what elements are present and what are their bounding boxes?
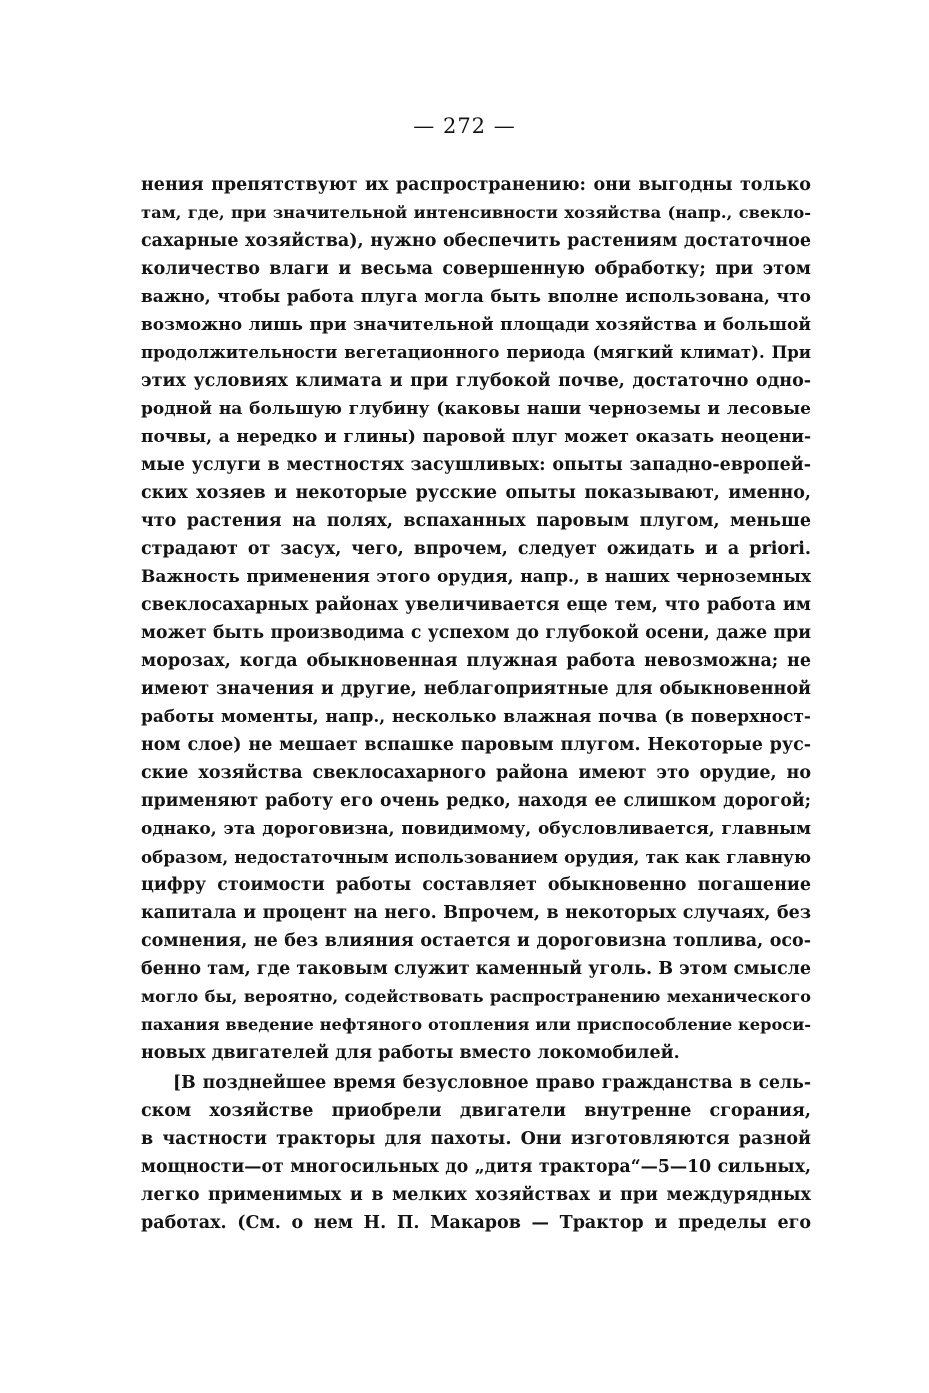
text-line: ских хозяев и некоторые русские опыты показывают, именно, [141, 483, 811, 503]
text-line: мощности—от многосильных до „дитя трактора“—5—10 сильных, [141, 1157, 811, 1177]
text-line: работах. (См. о нем Н. П. Макаров — Трактор и пределы его [141, 1213, 811, 1233]
text-line: ские хозяйства свеклосахарного района имеют это орудие, но [141, 763, 811, 783]
text-line: легко применимых и в мелких хозяйствах и при междурядных [141, 1185, 811, 1205]
text-line: страдают от засух, чего, впрочем, следует ожидать и a priori. [141, 539, 811, 559]
text-line: свеклосахарных районах увеличивается еще тем, что работа им [141, 595, 811, 615]
paragraph-1 [141, 171, 811, 1067]
text-line: образом, недостаточным использованием орудия, так как главную [141, 847, 811, 867]
text-line: нения препятствуют их распространению: они выгодны только [141, 175, 811, 195]
text-line: однако, эта дороговизна, повидимому, обусловливается, главным [141, 819, 811, 839]
text-line: что растения на полях, вспаханных паровым плугом, меньше [141, 511, 811, 531]
text-line: родной на большую глубину (каковы наши черноземы и лесовые [141, 399, 811, 419]
text-line: работы моменты, напр., несколько влажная почва (в поверхност- [141, 707, 811, 727]
text-line: пахания введение нефтяного отопления или приспособление кероси- [141, 1015, 811, 1034]
page-number: — 272 — [413, 114, 516, 138]
text-line: продолжительности вегетационного периода (мягкий климат). При [141, 343, 811, 362]
text-line: возможно лишь при значительной площади хозяйства и большой [141, 315, 811, 335]
text-line: сахарные хозяйства), нужно обеспечить растениям достаточное [141, 231, 811, 251]
text-line: этих условиях климата и при глубокой почве, достаточно одно- [141, 371, 811, 391]
text-line: [В позднейшее время безусловное право гражданства в сель- [173, 1073, 811, 1093]
text-line: ском хозяйстве приобрели двигатели внутренне сгорания, [141, 1101, 811, 1121]
text-line: количество влаги и весьма совершенную обработку; при этом [141, 259, 811, 279]
text-line: сомнения, не без влияния остается и дороговизна топлива, осо- [141, 931, 811, 951]
text-line: могло бы, вероятно, содействовать распространению механического [141, 987, 811, 1006]
text-line: капитала и процент на него. Впрочем, в некоторых случаях, без [141, 903, 811, 923]
text-line: применяют работу его очень редко, находя ее слишком дорогой; [141, 791, 811, 811]
paragraph-2 [141, 1069, 811, 1237]
text-line: важно, чтобы работа плуга могла быть вполне использована, что [141, 287, 811, 307]
text-line: цифру стоимости работы составляет обыкновенно погашение [141, 875, 811, 895]
text-line: морозах, когда обыкновенная плужная работа невозможна; не [141, 651, 811, 671]
text-line: имеют значения и другие, неблагоприятные для обыкновенной [141, 679, 811, 699]
text-line: почвы, а нередко и глины) паровой плуг может оказать неоцени- [141, 427, 811, 447]
text-line: мые услуги в местностях засушливых: опыты западно-европей- [141, 455, 811, 475]
text-line: может быть производима с успехом до глубокой осени, даже при [141, 623, 811, 643]
text-line: ном слое) не мешает вспашке паровым плугом. Некоторые рус- [141, 735, 811, 755]
text-line: новых двигателей для работы вместо локомобилей. [141, 1043, 680, 1063]
text-line: бенно там, где таковым служит каменный уголь. В этом смысле [141, 959, 812, 979]
text-line: там, где, при значительной интенсивности хозяйства (напр., свекло- [141, 203, 811, 222]
text-line: Важность применения этого орудия, напр., в наших черноземных [141, 567, 811, 587]
text-line: в частности тракторы для пахоты. Они изготовляются разной [141, 1129, 811, 1149]
